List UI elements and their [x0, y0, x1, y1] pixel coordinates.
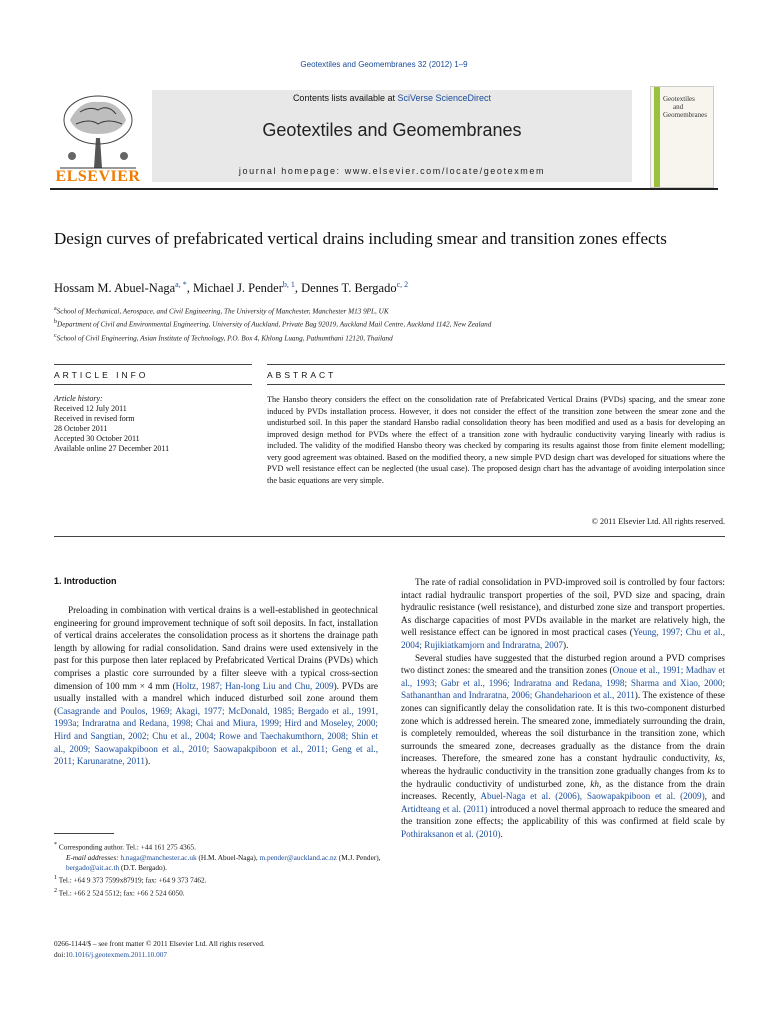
abstract-copyright: © 2011 Elsevier Ltd. All rights reserved. [591, 517, 725, 526]
affiliation-text: School of Civil Engineering, Asian Institute of Technology, P.O. Box 4, Khlong Luang, Pathumthani 12120, Thailand [56, 334, 393, 343]
footnotes [54, 840, 384, 899]
body-right-column [401, 576, 725, 840]
email-link[interactable]: m.pender@auckland.ac.nz [259, 852, 337, 862]
journal-reference[interactable]: Geotextiles and Geomembranes 32 (2012) 1–9 [300, 60, 468, 69]
email-link[interactable]: bergado@ait.ac.th [66, 863, 120, 873]
footnote-2: $^2$ Tel.: +66 2 524 5512; fax: +66 2 524 6050. [54, 888, 185, 898]
journal-title: Geotextiles and Geomembranes [262, 120, 522, 140]
footnote-emails: E-mail addresses: h.naga@manchester.ac.uk (H.M. Abuel-Naga), m.pender@auckland.ac.nz (M.J. Pender), bergado@ait.ac.th (D.T. Bergado). [66, 852, 381, 873]
author-name[interactable]: Michael J. Pender [192, 281, 283, 296]
email-link[interactable]: h.naga@manchester.ac.uk [120, 852, 197, 862]
symbol-kh: kh [590, 778, 599, 789]
article-info-heading: ARTICLE INFO [54, 370, 149, 380]
abstract-rule-bottom [267, 384, 725, 385]
footnote-corresponding: * Corresponding author. Tel.: +44 161 275 4365. [54, 842, 196, 852]
author-affiliation-mark[interactable]: a, * [175, 280, 187, 289]
symbol-ks: ks [715, 753, 723, 764]
affiliations [54, 304, 734, 344]
affiliation-text: School of Mechanical, Aerospace, and Civil Engineering, The University of Manchester, Manchester M13 9PL, UK [56, 307, 389, 316]
history-item: Accepted 30 October 2011 [54, 434, 140, 443]
abstract-text: The Hansbo theory considers the effect on the consolidation rate of Prefabricated Vertical Drains (PVDs) spacing, and the smear zone induced by PVDs installation process. However, it does not consider the effect of the transition zone between the smear zone and the undisturbed soil. In this paper the standard Hansbo radial consolidation theory has been modified and used as a basis for developing an improved design method for PVDs where the effect of a transition zone with hydraulic conductivity varying linearly with radius is included. The validity of the modified Hansbo theory was checked by comparing its results against those from finite element modelling; very good agreement was obtained. Based on the modified theory, a new simple PVD design chart was developed for situations where the PVD well resistance effect can be neglected (the usual case). The proposed design chart has the advantage of avoiding interpolation since the basic equations are very simple. [267, 395, 725, 485]
author-affiliation-mark[interactable]: c, 2 [396, 280, 409, 289]
citation-link[interactable]: Artidteang et al. (2011) [401, 803, 488, 814]
header-divider [50, 188, 718, 190]
intro-paragraph-3: Several studies have suggested that the disturbed region around a PVD comprises two distinct zones: the smeared and the transition zones (Onoue et al., 1991; Madhav et al., 1993; Gabr et al., 1996; Indraratna and Redana, 1998; Sharma and Xiao, 2000; Sathananthan and Indraratna, 2006; Ghandeharioon et al., 2011). The existence of these zones can significantly delay the consolidation rate. It is this two-component disturbed zone which is addressed herein. The smeared zone, immediately surrounding the drain, is completely remoulded, whereas the soil disturbance in the transition zone, which surrounds the smeared zone, decreases gradually as the distance from the drain increases. Therefore, the smeared zone has a constant hydraulic conductivity, ks, whereas the hydraulic conductivity in the transition zone gradually changes from ks to the hydraulic conductivity of undisturbed zone, kh, as the distance from the drain increases. Recently, Abuel-Naga et al. (2006), Saowapakpiboon et al. (2009), and Artidteang et al. (2011) introduced a novel thermal approach to reduce the smeared and the transition zone effects; the applicability of this was confirmed at field scale by Pothiraksanon et al. (2010). [401, 652, 726, 839]
affiliation-mark: c [54, 332, 57, 339]
author-separator: , [186, 281, 193, 296]
affiliation-mark: a [54, 306, 57, 312]
history-item: 28 October 2011 [54, 424, 108, 433]
intro-paragraph-2: The rate of radial consolidation in PVD-improved soil is controlled by four factors: intact radial hydraulic transport properties of the soil, PVD size and spacing, drain hydraulic resistance (well resistance), and disturbed zone size and transport properties. As discharge capacities of most PVDs available in the market are relatively high, the well resistance effect can be ignored in most practical cases (Yeung, 1997; Chu et al., 2004; Rujikiatkamjorn and Indraratna, 2007). [401, 577, 725, 650]
abstract-heading: ABSTRACT [267, 370, 337, 380]
author-list [54, 280, 714, 296]
affiliation-line [54, 304, 734, 317]
affiliation-text: Department of Civil and Environmental Engineering, University of Auckland, Private Bag 92019, Auckland Mail Centre, Auckland 1142, New Zealand [57, 320, 492, 329]
cover-color-bar [654, 87, 660, 187]
symbol-ks: ks [707, 765, 715, 776]
elsevier-wordmark: ELSEVIER [55, 168, 141, 185]
author-affiliation-mark[interactable]: b, 1 [282, 280, 295, 289]
intro-paragraph-1: Preloading in combination with vertical drains is a well-established in geotechnical engineering for ground improvement technique of soft soil deposits. In fact, installation of vertical drains accelerates the consolidation process as it shortens the drainage path length by allowing for radial consolidation. Sand drains were used extensively in the past for this purpose then later replaced by Prefabricated Vertical Drains (PVDs) which comprises a plastic core surrounded by a filter sleeve with a typical cross-section dimension of 100 mm × 4 mm (Holtz, 1987; Han-long Liu and Chu, 2009). PVDs are usually installed with a mandrel which induced disturbed soil zone around them (Casagrande and Poulos, 1969; Akagi, 1977; McDonald, 1985; Bergado et al., 1991, 1993a; Indraratna and Redana, 1998; Chai and Miura, 1999; Hird and Moseley, 2000; Hird and Sangtian, 2002; Chu et al., 2004; Rowe and Taechakumthorn, 2008; Shin et al., 2009; Saowapakpiboon et al., 2010; Saowapakpiboon et al., 2011; Geng et al., 2011; Karunaratne, 2011). [54, 605, 378, 767]
author-name[interactable]: Hossam M. Abuel-Naga [54, 281, 176, 296]
homepage-link[interactable]: www.elsevier.com/locate/geotexmem [344, 166, 546, 176]
citation-link[interactable]: Holtz, 1987; Han-long Liu and Chu, 2009 [175, 680, 334, 691]
article-history [54, 394, 254, 454]
author-separator: , [294, 281, 302, 296]
citation-link[interactable]: Casagrande and Poulos, 1969; Akagi, 1977; McDonald, 1985; Bergado et al., 1991, 1993a; Indraratna and Redana, 1998; Chai and Miura, 1999; Hird and Moseley, 2000; Hird and Sangtian, 2002; Chu et al., 2004; Rowe and Taechakumthorn, 2008; Shin et al., 2009; Saowapakpiboon et al., 2010; Saowapakpiboon et al., 2011; Geng et al., 2011; Karunaratne, 2011 [54, 705, 378, 767]
article-info-rule-bottom [54, 384, 252, 385]
doi-line: doi:10.1016/j.geotexmem.2011.10.007 [54, 950, 168, 959]
homepage-prefix: journal homepage: [238, 166, 345, 176]
citation-link[interactable]: Abuel-Naga et al. (2006), Saowapakpiboon et al. (2009) [480, 791, 705, 802]
sciencedirect-link[interactable]: SciVerse ScienceDirect [397, 93, 492, 103]
contents-line [152, 93, 632, 103]
affiliation-mark: b [54, 319, 57, 326]
abstract-end-rule [54, 536, 725, 537]
author-name[interactable]: Dennes T. Bergado [301, 281, 397, 296]
article-title: Design curves of prefabricated vertical drains including smear and transition zones effects [54, 229, 667, 248]
journal-cover-thumbnail[interactable] [650, 86, 714, 188]
abstract-rule [267, 364, 725, 365]
issn-line: 0266-1144/$ – see front matter © 2011 Elsevier Ltd. All rights reserved. [54, 939, 265, 948]
affiliation-line [54, 331, 734, 344]
history-label: Article history: [54, 394, 103, 403]
section-title-introduction: 1. Introduction [54, 576, 117, 586]
history-item: Available online 27 December 2011 [54, 444, 170, 453]
footnote-rule [54, 833, 114, 834]
cover-title: Geotextiles and Geomembranes [663, 95, 707, 119]
history-item: Received 12 July 2011 [54, 404, 127, 413]
body-left-column [54, 604, 378, 768]
doi-link[interactable]: 10.1016/j.geotexmem.2011.10.007 [65, 950, 168, 959]
citation-link[interactable]: Yeung, 1997; Chu et al., 2004; Rujikiatkamjorn and Indraratna, 2007 [401, 627, 725, 650]
affiliation-line [54, 317, 734, 330]
footer-info [54, 938, 384, 960]
footnote-1: $^1$ Tel.: +64 9 373 7599x87919; fax: +64 9 373 7462. [54, 875, 207, 885]
citation-link[interactable]: Pothiraksanon et al. (2010) [401, 828, 501, 839]
history-item: Received in revised form [54, 414, 135, 423]
citation-link[interactable]: Onoue et al., 1991; Madhav et al., 1993; Gabr et al., 1996; Indraratna and Redana, 1998; Sharma and Xiao, 2000; Sathananthan and Indraratna, 2006; Ghandeharioon et al., 2011 [401, 665, 726, 701]
article-info-rule [54, 364, 252, 365]
contents-prefix: Contents lists available at [292, 93, 398, 103]
journal-homepage [152, 166, 632, 176]
